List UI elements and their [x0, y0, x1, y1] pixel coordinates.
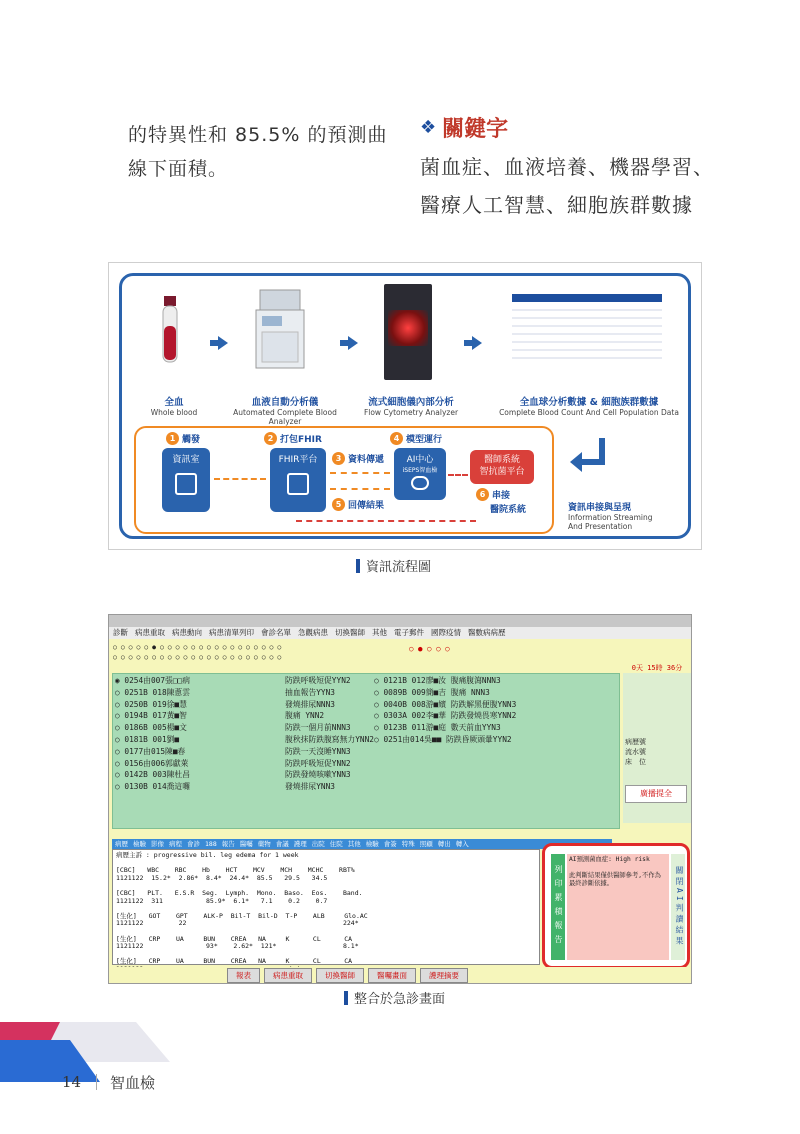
streaming-en: Information Streaming [568, 513, 653, 522]
patient-entry [374, 781, 617, 793]
connector-line [330, 488, 390, 490]
footer-stripe [0, 1022, 60, 1040]
tag-number: 3 [332, 452, 345, 465]
node-info-room [162, 448, 210, 512]
action-button[interactable]: 醫囑畫面 [368, 968, 416, 983]
data-table-thumbnail [512, 294, 662, 364]
radio-icon[interactable]: ○ [115, 723, 125, 733]
record-tab[interactable]: 照顧 [419, 840, 433, 848]
tag-label: 回傳結果 [348, 501, 385, 511]
patient-id: 0251B 018陳蔥雲 [124, 687, 191, 697]
radio-icon[interactable]: ○ [115, 711, 125, 721]
tag-label: 打包FHIR [280, 435, 322, 445]
record-tab[interactable]: 影像 [151, 840, 164, 848]
tag-trigger [166, 432, 200, 445]
patient-entry [374, 675, 617, 687]
keywords-line: 醫療人工智慧、細胞族群數據 [420, 193, 693, 217]
patient-row[interactable] [115, 675, 617, 687]
footer-divider [96, 1074, 97, 1090]
menu-item[interactable]: 電子郵件 [394, 628, 424, 637]
hospital-system-label: 醫院系統 [490, 505, 527, 515]
record-tab[interactable]: 醫囑 [239, 840, 253, 848]
step-analyzer [230, 394, 340, 426]
ai-highlight-box [542, 843, 690, 969]
node-doctor-system [470, 450, 534, 484]
tag-data-transfer [332, 452, 384, 465]
triage-radio-group[interactable]: ○ ● ○ ○ ○ [409, 644, 450, 653]
elapsed-time: 0天 15時 36分 [631, 664, 683, 672]
patient-id: 0156由006郭獻萊 [124, 758, 189, 768]
patient-row[interactable] [115, 687, 617, 699]
patient-list [112, 673, 620, 829]
menu-item[interactable]: 其他 [372, 628, 387, 637]
arrow-right-icon [348, 336, 358, 350]
tag-label: 串接 [492, 491, 511, 501]
action-button[interactable]: 病患重取 [264, 968, 312, 983]
node-label: 智抗菌平台 [479, 467, 525, 477]
radio-icon[interactable]: ○ [374, 699, 384, 709]
keywords-line: 菌血症、血液培養、機器學習、 [420, 155, 714, 179]
patient-entry [115, 746, 285, 758]
caption-bar [356, 559, 360, 573]
step-label-en: Flow Cytometry Analyzer [363, 408, 459, 417]
node-fhir-platform [270, 448, 326, 512]
radio-icon[interactable]: ◉ [115, 676, 125, 685]
step-label-en: Complete Blood Count And Cell Population Data [499, 408, 679, 417]
ai-disclaimer-text: 此判斷結果僅供醫師參考,不作為最終診斷依據。 [569, 872, 661, 887]
patient-entry [374, 710, 617, 722]
intro-line: 的特異性和 85.5% 的預測曲 [128, 124, 388, 146]
patient-entry [374, 687, 617, 699]
patient-entry [115, 722, 285, 734]
patient-row[interactable] [115, 734, 617, 746]
record-tab[interactable]: 檢驗 [133, 840, 146, 848]
flow-cytometry-graphic [384, 284, 432, 380]
streaming-cn: 資訊串接與呈現 [568, 503, 632, 513]
patient-entry [115, 710, 285, 722]
patient-complaint: 防跌一個月前NNN3 [285, 723, 351, 733]
record-tab[interactable]: 藥物 [257, 840, 271, 848]
server-icon [175, 473, 197, 495]
radio-icon[interactable]: ○ [374, 723, 384, 733]
step-label-en: Automated Complete Blood Analyzer [233, 408, 337, 426]
patient-entry [374, 722, 617, 734]
filter-radio-group[interactable]: ○ ○ ○ ○ ○ ○ ○ ○ ○ ○ ○ ○ ○ ○ ○ ○ ○ ○ ○ ○ ○ ○ [113, 653, 282, 661]
blood-tube-icon [158, 296, 182, 366]
patient-complaint: 腹痛 YNN2 [285, 711, 325, 721]
patient-id: 0254由007張□□病 [124, 676, 191, 685]
radio-icon[interactable]: ○ [374, 734, 384, 744]
patient-row[interactable] [115, 699, 617, 711]
patient-entry [115, 687, 285, 699]
keywords-heading-label: 關鍵字 [442, 117, 509, 142]
patient-id: 0186B 005楊■文 [124, 723, 187, 733]
radio-icon[interactable]: ○ [374, 687, 384, 697]
intro-paragraph [128, 118, 398, 186]
tag-number: 2 [264, 432, 277, 445]
figure-er-screen [108, 614, 692, 984]
tag-model-run [390, 432, 442, 445]
patient-id: 0177由015陳■春 [124, 746, 186, 756]
record-tab[interactable]: 病程 [169, 840, 182, 848]
patient-complaint: 發燒排尿YNN3 [285, 782, 335, 792]
patient-row[interactable] [115, 722, 617, 734]
arrow-right-icon [218, 336, 228, 350]
patient-row[interactable] [115, 758, 617, 770]
step-label-cn: 血液自動分析儀 [251, 397, 319, 408]
patient-entry [374, 699, 617, 711]
tag-number: 6 [476, 488, 489, 501]
menu-bar [109, 627, 691, 639]
node-label: AI中心 [406, 455, 434, 465]
patient-summary [625, 675, 689, 737]
record-tabs [112, 839, 612, 849]
radio-icon[interactable]: ○ [115, 699, 125, 709]
radio-icon[interactable]: ○ [115, 746, 125, 756]
streaming-en: And Presentation [568, 522, 633, 531]
tag-number: 4 [390, 432, 403, 445]
figure1-caption [356, 556, 431, 575]
patient-row[interactable] [115, 746, 617, 758]
return-arrow-icon [568, 436, 608, 476]
radio-icon[interactable]: ○ [115, 687, 125, 697]
patient-complaint: 防跌發燒咳嗽YNN3 [285, 770, 351, 780]
diamond-icon: ❖ [420, 117, 435, 138]
record-tab[interactable]: 會診 [187, 840, 200, 848]
side-field: 流水號 [625, 748, 646, 756]
patient-id: 0123B 011游■庭 數天前血YYN3 [383, 723, 501, 733]
document-icon [287, 473, 309, 495]
patient-entry [115, 758, 285, 770]
page-number: 14 [62, 1073, 82, 1091]
connector-line [448, 474, 468, 476]
ai-risk-text: AI預測菌血症: High risk [569, 856, 650, 863]
lab-report: 病歷主訴 : progressive bil. leg edema for 1 week [CBC] WBC RBC Hb HCT MCV MCH MCHC RBT% 1121122 15.2* 2.86* 8.4* 24.4* 85.5 29.5 34.5 [CBC] PLT. E.S.R Seg. Lymph. Mono. Baso. Eos. Band. 1121122 311 85.9* 6.1* 7.1 0.2 0.7 [生化] GOT GPT ALK-P Bil-T Bil-D T-P ALB Glo.AC 1121122 22 224* [生化] CRP UA BUN CREA NA K CL CA 1121122 93* 2.62* 121* 8.1* [生化] CRP UA BUN CREA NA K CL CA [112, 849, 540, 965]
caption-text: 資訊流程圖 [366, 560, 432, 575]
patient-row[interactable] [115, 769, 617, 781]
patient-id: 0194B 017黃■智 [124, 711, 187, 721]
filter-options [109, 639, 691, 673]
broadcast-button[interactable]: 廣播提全 [625, 785, 687, 803]
patient-complaint: 腹秋抹防跌腹寫無力YNN2 [285, 734, 374, 744]
tag-pack-fhir [264, 432, 322, 445]
record-tab[interactable]: 特殊 [401, 840, 415, 848]
book-title: 智血檢 [110, 1074, 156, 1092]
step-label-cn: 流式細胞儀內部分析 [368, 397, 454, 408]
patient-entry [115, 734, 285, 746]
process-box [134, 426, 554, 534]
figure2-caption [344, 988, 445, 1007]
patient-complaint: 防跌一天沒睡YNN3 [285, 746, 351, 756]
menu-item[interactable]: 病患清單列印 [209, 628, 254, 637]
menu-item[interactable]: 切換醫師 [335, 628, 365, 637]
close-ai-button[interactable]: 關閉AI判讀結果 [671, 854, 685, 960]
window-titlebar [109, 615, 691, 627]
radio-icon[interactable]: ○ [115, 770, 125, 780]
step-flow-cytometry [356, 394, 466, 417]
record-tab[interactable]: 護理 [293, 840, 307, 848]
tag-number: 1 [166, 432, 179, 445]
radio-icon[interactable]: ○ [374, 676, 384, 685]
caption-bar [344, 991, 348, 1005]
patient-entry [115, 675, 285, 687]
record-tab[interactable]: 轉入 [455, 840, 469, 848]
patient-entry [115, 781, 285, 793]
node-label: FHIR平台 [278, 455, 318, 465]
patient-id: 0250B 019徐■慧 [124, 699, 187, 709]
patient-id: 0121B 012廖■汝 腹痛腹瀉NNN3 [383, 676, 501, 685]
step-whole-blood [144, 394, 204, 417]
menu-item[interactable]: 診斷 [113, 628, 128, 637]
record-tab[interactable]: 會議 [275, 840, 289, 848]
radio-icon[interactable]: ○ [115, 782, 125, 792]
record-tab[interactable]: 出院 [311, 840, 325, 848]
patient-row[interactable] [115, 781, 617, 793]
side-field: 床 位 [625, 758, 646, 766]
tag-label: 觸發 [182, 435, 201, 445]
menu-item[interactable]: 急觀病患 [298, 628, 328, 637]
radio-icon[interactable]: ○ [115, 758, 125, 768]
action-button[interactable]: 報表 [227, 968, 260, 983]
connector-line [330, 472, 390, 474]
record-tab[interactable]: 轉出 [437, 840, 451, 848]
patient-complaint: 防跌呼吸短促YYN2 [285, 676, 351, 685]
patient-id: 0089B 009簡■吉 腹痛 NNN3 [383, 687, 490, 697]
keywords-heading [420, 112, 508, 143]
keywords-body [420, 148, 720, 224]
patient-entry [115, 769, 285, 781]
streaming-label [568, 500, 653, 531]
radio-icon[interactable]: ○ [115, 734, 125, 744]
patient-id: 0181B 001劉■ [124, 734, 180, 744]
patient-entry [374, 734, 617, 746]
patient-id: 0142B 003陳杜昌 [124, 770, 191, 780]
menu-item[interactable]: 會診名單 [261, 628, 291, 637]
patient-row[interactable] [115, 710, 617, 722]
patient-complaint: 發燒排尿NNN3 [285, 699, 335, 709]
analyzer-icon [254, 290, 306, 370]
tag-link [476, 488, 510, 501]
node-sublabel: iSEPS智血檢 [402, 467, 438, 474]
patient-entry [115, 699, 285, 711]
menu-item[interactable]: 病患重取 [135, 628, 165, 637]
record-tab[interactable]: 病歷 [115, 840, 128, 848]
step-label-cn: 全血球分析數據 & 細胞族群數據 [519, 397, 659, 408]
action-button[interactable]: 護理摘要 [420, 968, 468, 983]
brain-icon [411, 476, 429, 490]
patient-id: 0251由014吳■■ 防跌昏厥頭暈YYN2 [383, 734, 512, 744]
tag-return-result [332, 498, 384, 511]
tag-label: 模型運行 [406, 435, 443, 445]
ai-result-panel [567, 854, 669, 960]
arrow-right-icon [472, 336, 482, 350]
print-report-button[interactable]: 列印累積報告 [551, 854, 565, 960]
record-tab[interactable]: 報告 [221, 840, 235, 848]
caption-text: 整合於急診畫面 [354, 992, 446, 1007]
connector-line [296, 520, 476, 522]
patient-id: 0303A 002李■華 防跌發燒畏寒YNN2 [383, 711, 517, 721]
intro-line: 線下面積。 [128, 158, 229, 180]
side-field: 病歷號 [625, 738, 646, 746]
record-tab[interactable]: 其他 [347, 840, 361, 848]
record-tab[interactable]: 188 [205, 840, 217, 848]
record-tab[interactable]: 會簽 [383, 840, 397, 848]
figure-info-flow-frame [119, 273, 691, 539]
patient-complaint: 抽血報告YYN3 [285, 687, 335, 697]
step-label-cn: 全血 [164, 397, 184, 408]
record-tab[interactable]: 檢驗 [365, 840, 379, 848]
connector-line [214, 478, 266, 480]
patient-entry [374, 746, 617, 758]
filter-radio-group[interactable]: ○ ○ ○ ○ ○ ● ○ ○ ○ ○ ○ ○ ○ ○ ○ ○ ○ ○ ○ ○ ○ ○ [113, 643, 282, 651]
patient-entry [374, 769, 617, 781]
radio-icon[interactable]: ○ [374, 711, 384, 721]
patient-entry [374, 758, 617, 770]
menu-item[interactable]: 醫數病病歷 [468, 628, 506, 637]
record-tab[interactable]: 住院 [329, 840, 343, 848]
patient-complaint: 防跌呼吸短促YNN2 [285, 758, 351, 768]
step-cbc-data [494, 394, 684, 417]
tag-number: 5 [332, 498, 345, 511]
action-button[interactable]: 切換醫師 [316, 968, 364, 983]
bottom-buttons [109, 967, 691, 983]
patient-id: 0130B 014喬這囉 [124, 782, 191, 792]
node-label: 資訊室 [172, 455, 200, 465]
step-label-en: Whole blood [150, 408, 198, 417]
tag-label: 資料傳遞 [348, 455, 385, 465]
menu-item[interactable]: 病患動向 [172, 628, 202, 637]
figure-info-flow [108, 262, 702, 550]
node-label: 醫師系統 [483, 455, 520, 465]
node-ai-center [394, 448, 446, 500]
menu-item[interactable]: 國際疫情 [431, 628, 461, 637]
patient-id: 0040B 008游■嬪 防跌解黑便腹YNN3 [383, 699, 517, 709]
